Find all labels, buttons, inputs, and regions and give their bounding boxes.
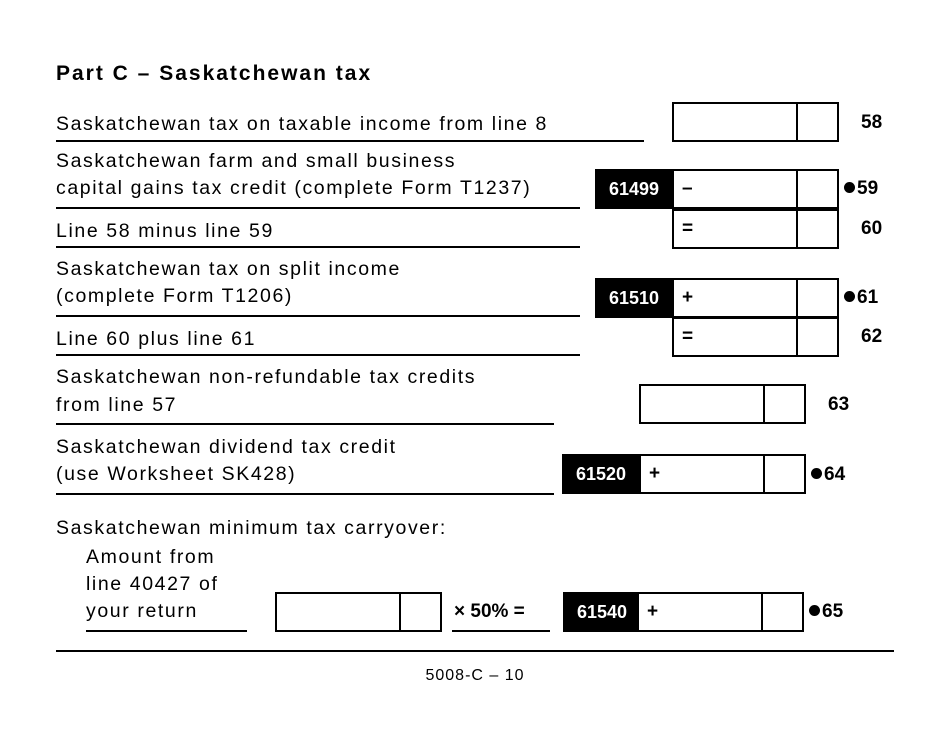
- line-64-number-wrap: [811, 464, 845, 486]
- line-61-cents-field[interactable]: [796, 280, 839, 316]
- line-63-underline: [56, 423, 554, 425]
- bullet-icon: [844, 182, 855, 193]
- line-59-operator: –: [682, 178, 693, 199]
- line-58-number: 58: [861, 112, 883, 133]
- line-59-underline: [56, 207, 580, 209]
- line-58-amount-field[interactable]: [672, 102, 839, 142]
- line-60-underline: [56, 246, 580, 248]
- line-65-code: 61540: [563, 592, 641, 632]
- bullet-icon: [809, 605, 820, 616]
- line-59-label-1: Saskatchewan farm and small business: [56, 150, 457, 172]
- bullet-icon: [844, 291, 855, 302]
- line-61-code: 61510: [595, 278, 673, 318]
- multiplier-text: × 50% =: [454, 601, 525, 622]
- line-65-sub-1: Amount from: [86, 546, 216, 568]
- line-65-amount-field[interactable]: [637, 592, 804, 632]
- line-65-sub-3: your return: [86, 600, 198, 622]
- line-63-number: 63: [828, 394, 850, 415]
- line-63-cents-field[interactable]: [763, 386, 806, 422]
- line-59-cents-field[interactable]: [796, 171, 839, 207]
- line-65-heading: Saskatchewan minimum tax carryover:: [56, 517, 447, 539]
- line-64-underline: [56, 493, 554, 495]
- line-62-amount-field[interactable]: [672, 317, 839, 357]
- line-59-number-wrap: [844, 178, 878, 200]
- line-61-amount-field[interactable]: [672, 278, 839, 318]
- line-60-amount-field[interactable]: [672, 209, 839, 249]
- line-63-amount-field[interactable]: [639, 384, 806, 424]
- line-40427-cents-field[interactable]: [399, 594, 442, 630]
- line-59-number: 59: [857, 178, 879, 199]
- line-59-code: 61499: [595, 169, 673, 209]
- line-64-code: 61520: [562, 454, 640, 494]
- line-64-operator: +: [649, 463, 661, 484]
- line-65-sub-2: line 40427 of: [86, 573, 219, 595]
- line-61-label-2: (complete Form T1206): [56, 285, 293, 307]
- line-61-underline: [56, 315, 580, 317]
- line-59-amount-field[interactable]: [672, 169, 839, 209]
- line-63-label-2: from line 57: [56, 394, 178, 416]
- line-62-operator: =: [682, 326, 694, 347]
- line-64-label-2: (use Worksheet SK428): [56, 463, 297, 485]
- line-64-cents-field[interactable]: [763, 456, 806, 492]
- line-40427-amount-field[interactable]: [275, 592, 442, 632]
- line-58-cents-field[interactable]: [796, 104, 839, 140]
- line-62-cents-field[interactable]: [796, 319, 839, 355]
- multiplier-underline: [452, 630, 550, 632]
- line-64-number: 64: [824, 464, 846, 485]
- line-65-sub-underline: [86, 630, 247, 632]
- page-footer: 5008-C – 10: [425, 667, 525, 684]
- part-title: Part C – Saskatchewan tax: [56, 62, 373, 85]
- footer-rule: [56, 650, 894, 652]
- line-62-number: 62: [861, 326, 883, 347]
- line-58-underline: [56, 140, 644, 142]
- line-65-operator: +: [647, 601, 659, 622]
- line-60-cents-field[interactable]: [796, 211, 839, 247]
- line-65-number: 65: [822, 601, 844, 622]
- line-62-label: Line 60 plus line 61: [56, 328, 257, 350]
- line-63-label-1: Saskatchewan non-refundable tax credits: [56, 366, 477, 388]
- line-62-underline: [56, 354, 580, 356]
- line-61-number-wrap: [844, 287, 878, 309]
- bullet-icon: [811, 468, 822, 479]
- line-61-number: 61: [857, 287, 879, 308]
- line-60-operator: =: [682, 218, 694, 239]
- line-58-label: Saskatchewan tax on taxable income from line 8: [56, 113, 548, 135]
- line-65-cents-field[interactable]: [761, 594, 804, 630]
- line-64-label-1: Saskatchewan dividend tax credit: [56, 436, 397, 458]
- line-59-label-2: capital gains tax credit (complete Form T1237): [56, 177, 532, 199]
- line-65-number-wrap: [809, 601, 843, 623]
- line-60-number: 60: [861, 218, 883, 239]
- line-61-label-1: Saskatchewan tax on split income: [56, 258, 401, 280]
- line-61-operator: +: [682, 287, 694, 308]
- line-64-amount-field[interactable]: [639, 454, 806, 494]
- line-60-label: Line 58 minus line 59: [56, 220, 274, 242]
